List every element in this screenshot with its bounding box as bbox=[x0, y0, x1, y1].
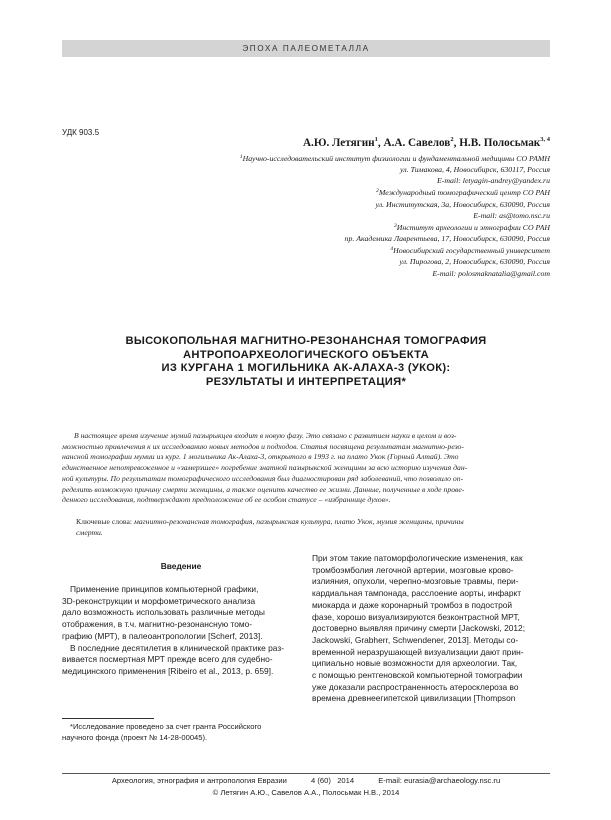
body-line: В последние десятилетия в клинической практике раз- bbox=[70, 642, 284, 653]
keywords-value: магнитно-резонансная томография, пазырыкская культура, плато Укок, мумия женщины, причины bbox=[133, 517, 464, 526]
body-line: вивается посмертная МРТ прежде всего для судебно- bbox=[62, 654, 273, 665]
copyright: © Летягин А.Ю., Савелов А.А., Полосьмак Н.В., 2014 bbox=[212, 788, 400, 797]
body-line: уже доказали распространенность атеросклероза во bbox=[312, 681, 519, 692]
affiliation-line: $^3$Институт археологии и этнографии СО РАН bbox=[393, 222, 550, 232]
affiliation-line: $^1$Научно-исследовательский институт физиологии и фундаментальной медицины СО РАМН bbox=[239, 154, 550, 163]
body-line: кардиальная тампонада, расслоение аорты, инфаркт bbox=[312, 588, 522, 599]
left-column-text bbox=[62, 584, 300, 678]
body-line: Jackowski, Grabherr, Schwendener, 2013]. Методы со- bbox=[312, 634, 519, 645]
affiliation-line: $^2$Международный томографический центр СО РАН bbox=[376, 188, 550, 198]
body-line: излияния, опухоли, черепно-мозговые травмы, пери- bbox=[312, 576, 519, 587]
journal-email[interactable]: E-mail: eurasia@archaeology.nsc.ru bbox=[378, 776, 501, 785]
body-line: дало возможность использовать различные методы bbox=[62, 607, 265, 618]
udk-code: УДК 903.5 bbox=[62, 128, 100, 137]
abstract-line: можностью привлечения к их исследованию новых методов и подходов. Статья посвящена результатам магнитно-резо- bbox=[62, 441, 464, 451]
abstract-line: единственное непотревоженное и «замерзшее» погребение знатной пазырыкской женщины за всю историю изучения дан- bbox=[62, 463, 468, 473]
body-line: медицинского применения [Ribeiro et al., 2013, p. 659]. bbox=[62, 665, 274, 676]
body-line: 3D-реконструкции и морфометрического анализа bbox=[62, 595, 256, 606]
affiliation-line: $^4$Новосибирский государственный университет bbox=[390, 246, 550, 256]
author-affiliation-mark: 3, 4 bbox=[540, 136, 550, 143]
author-affiliation-mark: 1 bbox=[374, 136, 378, 143]
abstract-line: ределить возможную причину смерти женщины, а также оценить качество ее жизни. Данные, полученные в ходе прове- bbox=[62, 484, 465, 494]
body-line: миокарда и даже коронарный тромбоз в подострой bbox=[312, 599, 513, 610]
affiliations bbox=[130, 152, 550, 279]
title-line: АНТРОПОАРХЕОЛОГИЧЕСКОГО ОБЪЕКТА bbox=[183, 348, 429, 361]
body-line: времена древнеегипетской цивилизации [Thompson bbox=[312, 693, 516, 704]
journal-footer bbox=[62, 776, 550, 785]
body-line: графию (МРТ), в палеоантропологии [Scherf, 2013]. bbox=[62, 630, 263, 641]
author-list: А.Ю. Летягин$^1$, А.А. Савелов$^2$, Н.В. Полосьмак$^{3, 4}$ bbox=[302, 136, 550, 149]
affiliation-line: ул. Институтская, 3а, Новосибирск, 630090, Россия bbox=[375, 199, 550, 209]
body-line: При этом такие патоморфологические изменения, как bbox=[312, 553, 523, 563]
author-name: А.Ю. Летягин bbox=[302, 137, 375, 149]
running-header: ЭПОХА ПАЛЕОМЕТАЛЛА bbox=[242, 44, 370, 53]
affiliation-line: ул. Пирогова, 2, Новосибирск, 630090, Россия bbox=[399, 257, 550, 267]
footnote-line: научного фонда (проект № 14-28-00045). bbox=[62, 732, 208, 742]
keywords-value-cont: смерти. bbox=[76, 527, 103, 537]
affiliation-line: пр. Академика Лаврентьева, 17, Новосибирск, 630090, Россия bbox=[344, 234, 550, 244]
section-heading: Введение bbox=[160, 561, 202, 571]
title-line: РЕЗУЛЬТАТЫ И ИНТЕРПРЕТАЦИЯ* bbox=[205, 375, 407, 388]
abstract-line: денного исследования, подтверждают предположение об ее особом статусе – «избраннице духов». bbox=[62, 495, 391, 505]
body-line: фазе, хорошо визуализируются безконтрастной МРТ, bbox=[312, 611, 520, 622]
journal-name: Археология, этнография и антропология Евразии bbox=[111, 776, 287, 785]
keywords bbox=[76, 517, 550, 538]
footnote bbox=[62, 722, 300, 743]
title-line: ВЫСОКОПОЛЬНАЯ МАГНИТНО-РЕЗОНАНСНАЯ ТОМОГРАФИЯ bbox=[125, 335, 487, 347]
affiliation-line: ул. Тимакова, 4, Новосибирск, 630117, Россия bbox=[400, 165, 550, 175]
body-line: достоверно выявляя причину смерти [Jackowski, 2012; bbox=[312, 623, 526, 634]
keywords-label: Ключевые слова: bbox=[76, 517, 132, 526]
affiliation-email[interactable]: E-mail: polosmaknatalia@gmail.com bbox=[432, 268, 550, 278]
abstract-line: ной культуры. По результатам томографического исследования был диагностирован ряд заболеваний, что позволило оп- bbox=[62, 473, 464, 483]
author-affiliation-mark: 2 bbox=[450, 136, 454, 143]
abstract bbox=[62, 431, 550, 506]
right-column-text bbox=[312, 553, 552, 705]
body-line: временной неразрушающей визуализации дают прин- bbox=[312, 646, 524, 657]
abstract-line: нансной томографии мумии из кург. 1 могильника Ак-Алаха-3, открытого в 1993 г. на плато Укок (Горный Алтай). Это bbox=[62, 452, 459, 462]
abstract-line: В настоящее время изучение мумий пазырыкцев входит в новую фазу. Это связано с развитием науки в целом и воз- bbox=[74, 431, 457, 440]
footnote-line: *Исследование проведено за счет гранта Российского bbox=[70, 722, 262, 731]
body-line: Применение принципов компьютерной графики, bbox=[70, 584, 259, 594]
article-title bbox=[62, 335, 550, 389]
footnote-rule bbox=[62, 718, 154, 719]
author-name: А.А. Савелов bbox=[383, 137, 451, 149]
affiliation-email[interactable]: E-mail: letyagin-andrey@yandex.ru bbox=[437, 176, 550, 186]
journal-issue: 4 (60) bbox=[311, 776, 331, 785]
body-line: отображения, в т.ч. магнитно-резонансную томо- bbox=[62, 619, 253, 630]
author-name: Н.В. Полосьмак bbox=[459, 137, 541, 149]
body-line: с помощью рентгеновской компьютерной томографии bbox=[312, 670, 523, 681]
title-line: ИЗ КУРГАНА 1 МОГИЛЬНИКА АК-АЛАХА-3 (УКОК): bbox=[161, 362, 451, 375]
journal-year: 2014 bbox=[337, 776, 355, 785]
running-header-band bbox=[62, 40, 550, 57]
footer-rule bbox=[62, 773, 550, 774]
affiliation-email[interactable]: E-mail: as@tomo.nsc.ru bbox=[473, 210, 550, 220]
body-line: ципиально новые возможности для археологии. Так, bbox=[312, 658, 518, 669]
body-line: тромбоэмболия легочной артерии, мозговые крово- bbox=[312, 564, 514, 575]
